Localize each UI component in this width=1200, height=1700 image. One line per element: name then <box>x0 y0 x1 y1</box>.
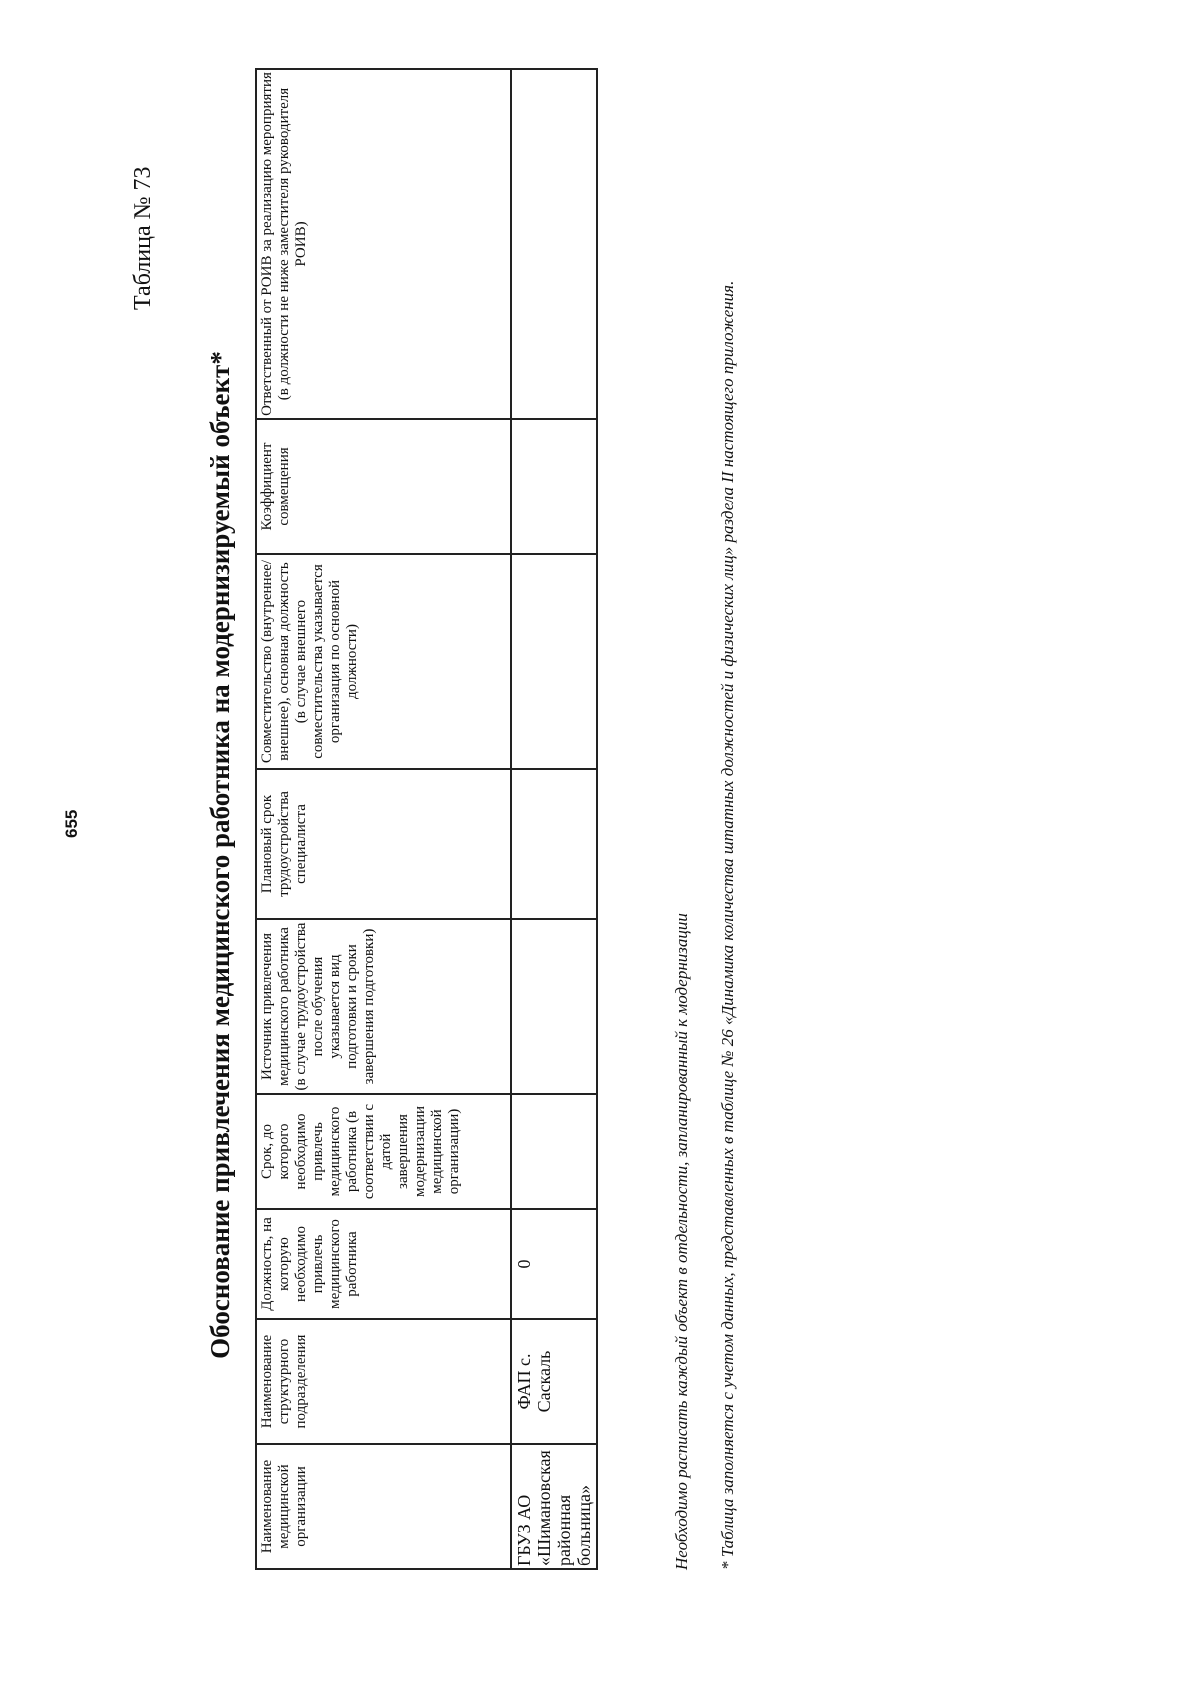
note-text: Необходимо расписать каждый объект в отдельности, запланированный к модернизации <box>672 913 691 1570</box>
header-combination: Совместительство (внутреннее/ внешнее), основная должность (в случае внешнего совместительства указывается организация по основной должности) <box>256 554 511 769</box>
table-row <box>511 69 597 1569</box>
cell-coefficient <box>511 419 597 554</box>
header-source: Источник привлечения медицинского работника (в случае трудоустройства после обучения указывается вид подготовки и сроки завершения подготовки) <box>256 919 511 1094</box>
justification-table <box>255 68 598 1570</box>
document-title: Обоснование привлечения медицинского работника на модернизируемый объект* <box>205 351 235 1359</box>
header-position: Должность, на которую необходимо привлечь медицинского работника <box>256 1209 511 1319</box>
cell-org-name: ГБУЗ АО «Шимановская районная больница» <box>511 1444 597 1569</box>
cell-position: 0 <box>511 1209 597 1319</box>
cell-responsible <box>511 69 597 419</box>
header-responsible: Ответственный от РОИВ за реализацию мероприятия (в должности не ниже заместителя руководителя РОИВ) <box>256 69 511 419</box>
header-structural-unit: Наименование структурного подразделения <box>256 1319 511 1444</box>
cell-structural-unit: ФАП с. Саскаль <box>511 1319 597 1444</box>
cell-deadline <box>511 1094 597 1209</box>
cell-planned-employment <box>511 769 597 919</box>
table-header-row <box>256 69 511 1569</box>
cell-source <box>511 919 597 1094</box>
table-label: Таблица № 73 <box>130 166 156 310</box>
header-deadline: Срок, до которого необходимо привлечь медицинского работника (в соответствии с датой завершения модернизации медицинской организации) <box>256 1094 511 1209</box>
header-coefficient: Коэффициент совмещения <box>256 419 511 554</box>
page-number: 655 <box>62 809 81 838</box>
cell-combination <box>511 554 597 769</box>
header-planned-employment: Плановый срок трудоустройства специалиста <box>256 769 511 919</box>
footnote-text: * Таблица заполняется с учетом данных, представленных в таблице № 26 «Динамика количества штатных должностей и физических лиц» раздела II настоящего приложения. <box>718 280 737 1570</box>
header-org-name: Наименование медицинской организации <box>256 1444 511 1569</box>
